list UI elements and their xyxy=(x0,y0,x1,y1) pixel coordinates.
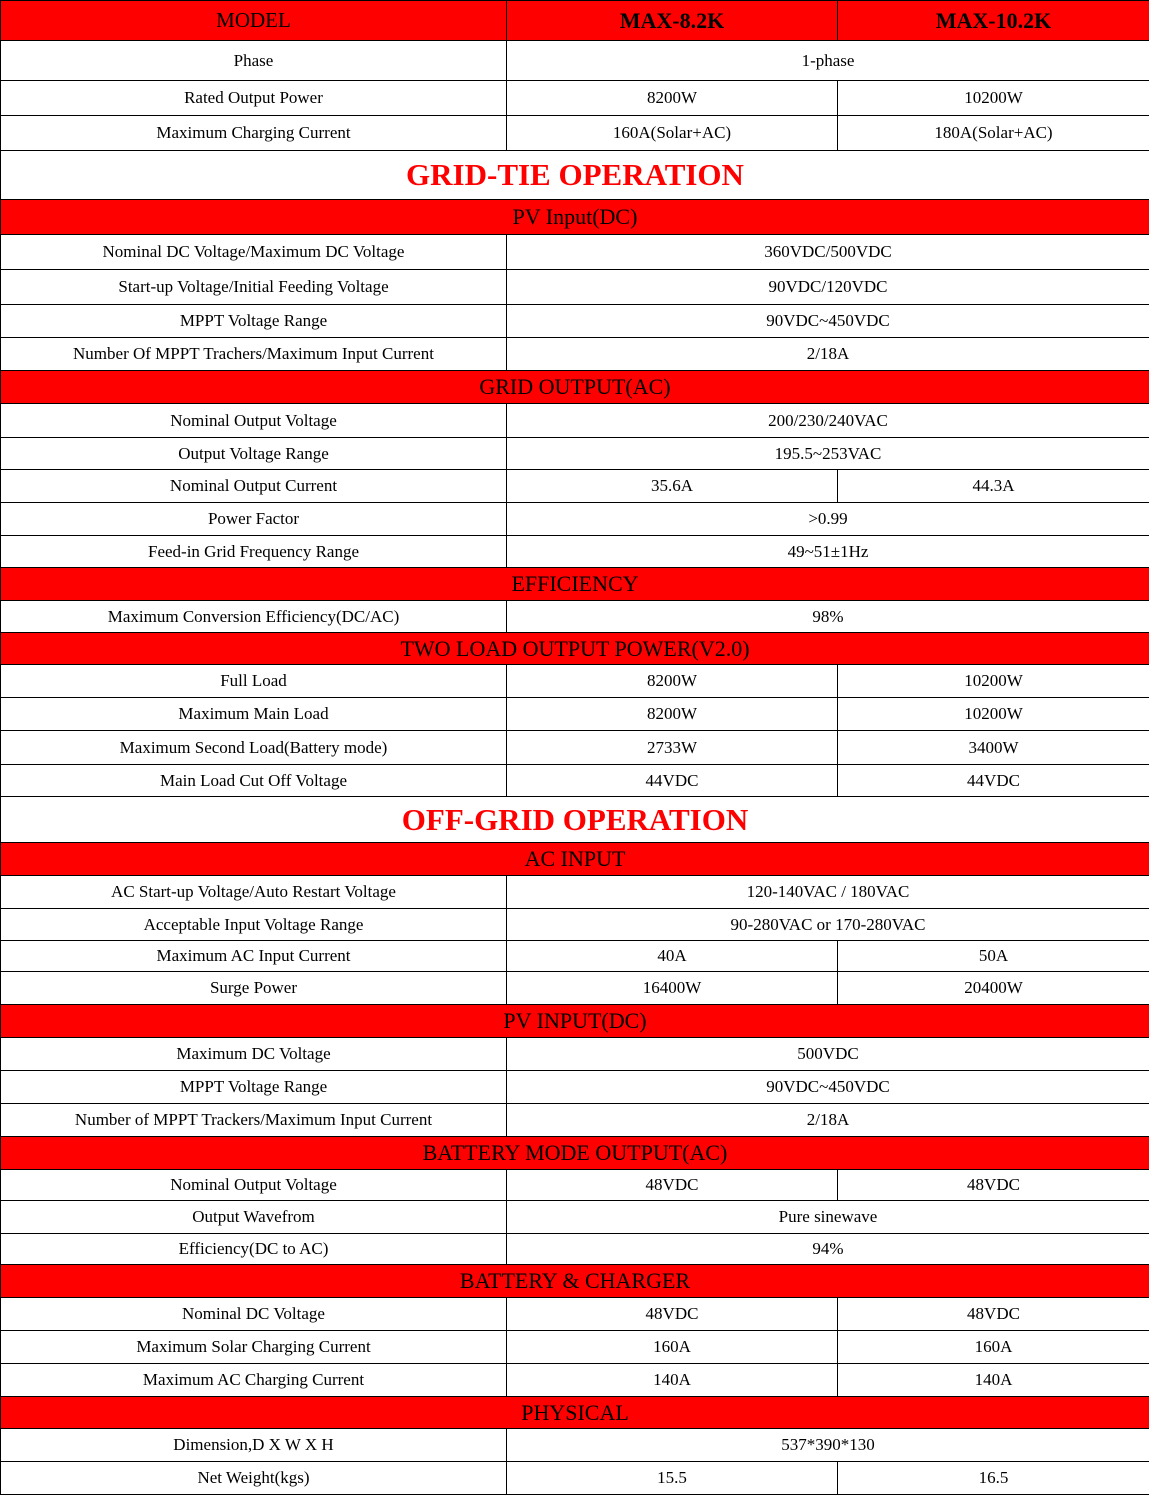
spec-value: 90-280VAC or 170-280VAC xyxy=(507,909,1149,941)
model-label: MODEL xyxy=(1,1,507,41)
operation-title-row xyxy=(1,797,1149,843)
spec-value: 120-140VAC / 180VAC xyxy=(507,876,1149,909)
section-title: PHYSICAL xyxy=(1,1397,1149,1429)
section-header-row xyxy=(1,1265,1149,1298)
section-header-row xyxy=(1,371,1149,404)
spec-row xyxy=(1,909,1149,941)
spec-row xyxy=(1,116,1149,151)
spec-row xyxy=(1,1429,1149,1462)
spec-label: Nominal DC Voltage/Maximum DC Voltage xyxy=(1,235,507,270)
spec-value: 90VDC~450VDC xyxy=(507,1071,1149,1104)
spec-label: Start-up Voltage/Initial Feeding Voltage xyxy=(1,270,507,305)
section-header-row xyxy=(1,568,1149,601)
spec-value: 50A xyxy=(838,941,1149,972)
spec-label: Rated Output Power xyxy=(1,81,507,116)
spec-value: 44VDC xyxy=(507,765,838,797)
spec-value: 20400W xyxy=(838,972,1149,1005)
spec-label: Maximum Solar Charging Current xyxy=(1,1331,507,1364)
spec-value: 48VDC xyxy=(507,1298,838,1331)
spec-label: Maximum AC Input Current xyxy=(1,941,507,972)
spec-value: 90VDC/120VDC xyxy=(507,270,1149,305)
spec-value: Pure sinewave xyxy=(507,1201,1149,1234)
spec-label: Number Of MPPT Trachers/Maximum Input Current xyxy=(1,338,507,371)
spec-row xyxy=(1,438,1149,470)
spec-value: 90VDC~450VDC xyxy=(507,305,1149,338)
spec-label: Full Load xyxy=(1,665,507,698)
spec-label: Efficiency(DC to AC) xyxy=(1,1234,507,1265)
spec-value: 160A xyxy=(838,1331,1149,1364)
spec-label: Acceptable Input Voltage Range xyxy=(1,909,507,941)
spec-value: 2/18A xyxy=(507,1104,1149,1137)
section-title: PV Input(DC) xyxy=(1,200,1149,235)
spec-row xyxy=(1,1201,1149,1234)
section-title: TWO LOAD OUTPUT POWER(V2.0) xyxy=(1,633,1149,665)
section-header-row xyxy=(1,1005,1149,1038)
spec-row xyxy=(1,698,1149,731)
spec-row xyxy=(1,305,1149,338)
spec-value: 48VDC xyxy=(838,1298,1149,1331)
spec-label: Nominal Output Voltage xyxy=(1,1170,507,1201)
spec-row xyxy=(1,1071,1149,1104)
model-name: MAX-8.2K xyxy=(507,1,838,41)
spec-label: Maximum DC Voltage xyxy=(1,1038,507,1071)
spec-value: 44VDC xyxy=(838,765,1149,797)
spec-value: 49~51±1Hz xyxy=(507,536,1149,568)
spec-value: 35.6A xyxy=(507,470,838,503)
section-title: GRID OUTPUT(AC) xyxy=(1,371,1149,404)
spec-value: 8200W xyxy=(507,81,838,116)
spec-value: 360VDC/500VDC xyxy=(507,235,1149,270)
spec-value: 44.3A xyxy=(838,470,1149,503)
spec-value: 2733W xyxy=(507,731,838,765)
spec-value: 160A(Solar+AC) xyxy=(507,116,838,151)
spec-row xyxy=(1,972,1149,1005)
section-header-row xyxy=(1,633,1149,665)
spec-value: >0.99 xyxy=(507,503,1149,536)
spec-label: Output Wavefrom xyxy=(1,1201,507,1234)
section-header-row xyxy=(1,200,1149,235)
spec-row xyxy=(1,235,1149,270)
spec-value: 195.5~253VAC xyxy=(507,438,1149,470)
spec-row xyxy=(1,876,1149,909)
spec-label: AC Start-up Voltage/Auto Restart Voltage xyxy=(1,876,507,909)
spec-label: Maximum Charging Current xyxy=(1,116,507,151)
spec-row xyxy=(1,1364,1149,1397)
spec-value: 15.5 xyxy=(507,1462,838,1495)
spec-row xyxy=(1,270,1149,305)
spec-value: 200/230/240VAC xyxy=(507,404,1149,438)
spec-label: MPPT Voltage Range xyxy=(1,1071,507,1104)
spec-row xyxy=(1,765,1149,797)
spec-label: Nominal DC Voltage xyxy=(1,1298,507,1331)
spec-value: 10200W xyxy=(838,81,1149,116)
spec-row xyxy=(1,601,1149,633)
spec-label: Number of MPPT Trackers/Maximum Input Current xyxy=(1,1104,507,1137)
spec-label: Maximum Conversion Efficiency(DC/AC) xyxy=(1,601,507,633)
spec-value: 16.5 xyxy=(838,1462,1149,1495)
spec-table-body xyxy=(1,1,1149,1495)
spec-value: 48VDC xyxy=(507,1170,838,1201)
section-title: EFFICIENCY xyxy=(1,568,1149,601)
spec-label: Dimension,D X W X H xyxy=(1,1429,507,1462)
spec-row xyxy=(1,1038,1149,1071)
spec-row xyxy=(1,536,1149,568)
spec-value: 48VDC xyxy=(838,1170,1149,1201)
spec-label: Surge Power xyxy=(1,972,507,1005)
spec-value: 500VDC xyxy=(507,1038,1149,1071)
spec-row xyxy=(1,1298,1149,1331)
spec-label: Maximum AC Charging Current xyxy=(1,1364,507,1397)
model-header-row xyxy=(1,1,1149,41)
spec-row xyxy=(1,503,1149,536)
spec-value: 40A xyxy=(507,941,838,972)
spec-row xyxy=(1,941,1149,972)
spec-row xyxy=(1,1170,1149,1201)
spec-row xyxy=(1,41,1149,81)
spec-value: 140A xyxy=(838,1364,1149,1397)
model-name: MAX-10.2K xyxy=(838,1,1149,41)
spec-value: 140A xyxy=(507,1364,838,1397)
spec-label: Maximum Main Load xyxy=(1,698,507,731)
section-title: AC INPUT xyxy=(1,843,1149,876)
spec-value: 537*390*130 xyxy=(507,1429,1149,1462)
spec-value: 94% xyxy=(507,1234,1149,1265)
spec-label: Maximum Second Load(Battery mode) xyxy=(1,731,507,765)
spec-row xyxy=(1,81,1149,116)
spec-label: Nominal Output Voltage xyxy=(1,404,507,438)
operation-title: OFF-GRID OPERATION xyxy=(1,797,1149,843)
spec-row xyxy=(1,1234,1149,1265)
spec-row xyxy=(1,338,1149,371)
spec-value: 3400W xyxy=(838,731,1149,765)
spec-row xyxy=(1,731,1149,765)
spec-label: Feed-in Grid Frequency Range xyxy=(1,536,507,568)
spec-value: 160A xyxy=(507,1331,838,1364)
section-header-row xyxy=(1,1397,1149,1429)
spec-value: 8200W xyxy=(507,698,838,731)
spec-value: 8200W xyxy=(507,665,838,698)
section-header-row xyxy=(1,843,1149,876)
spec-row xyxy=(1,470,1149,503)
spec-value: 10200W xyxy=(838,665,1149,698)
spec-row xyxy=(1,1462,1149,1495)
section-header-row xyxy=(1,1137,1149,1170)
spec-label: Main Load Cut Off Voltage xyxy=(1,765,507,797)
spec-value: 180A(Solar+AC) xyxy=(838,116,1149,151)
spec-value: 16400W xyxy=(507,972,838,1005)
operation-title-row xyxy=(1,151,1149,200)
section-title: PV INPUT(DC) xyxy=(1,1005,1149,1038)
spec-row xyxy=(1,404,1149,438)
spec-value: 98% xyxy=(507,601,1149,633)
section-title: BATTERY & CHARGER xyxy=(1,1265,1149,1298)
spec-label: Phase xyxy=(1,41,507,81)
spec-row xyxy=(1,1104,1149,1137)
spec-value: 10200W xyxy=(838,698,1149,731)
spec-row xyxy=(1,665,1149,698)
spec-label: MPPT Voltage Range xyxy=(1,305,507,338)
spec-label: Net Weight(kgs) xyxy=(1,1462,507,1495)
spec-label: Power Factor xyxy=(1,503,507,536)
spec-label: Output Voltage Range xyxy=(1,438,507,470)
spec-label: Nominal Output Current xyxy=(1,470,507,503)
spec-value: 2/18A xyxy=(507,338,1149,371)
spec-value: 1-phase xyxy=(507,41,1149,81)
spec-row xyxy=(1,1331,1149,1364)
section-title: BATTERY MODE OUTPUT(AC) xyxy=(1,1137,1149,1170)
operation-title: GRID-TIE OPERATION xyxy=(1,151,1149,200)
